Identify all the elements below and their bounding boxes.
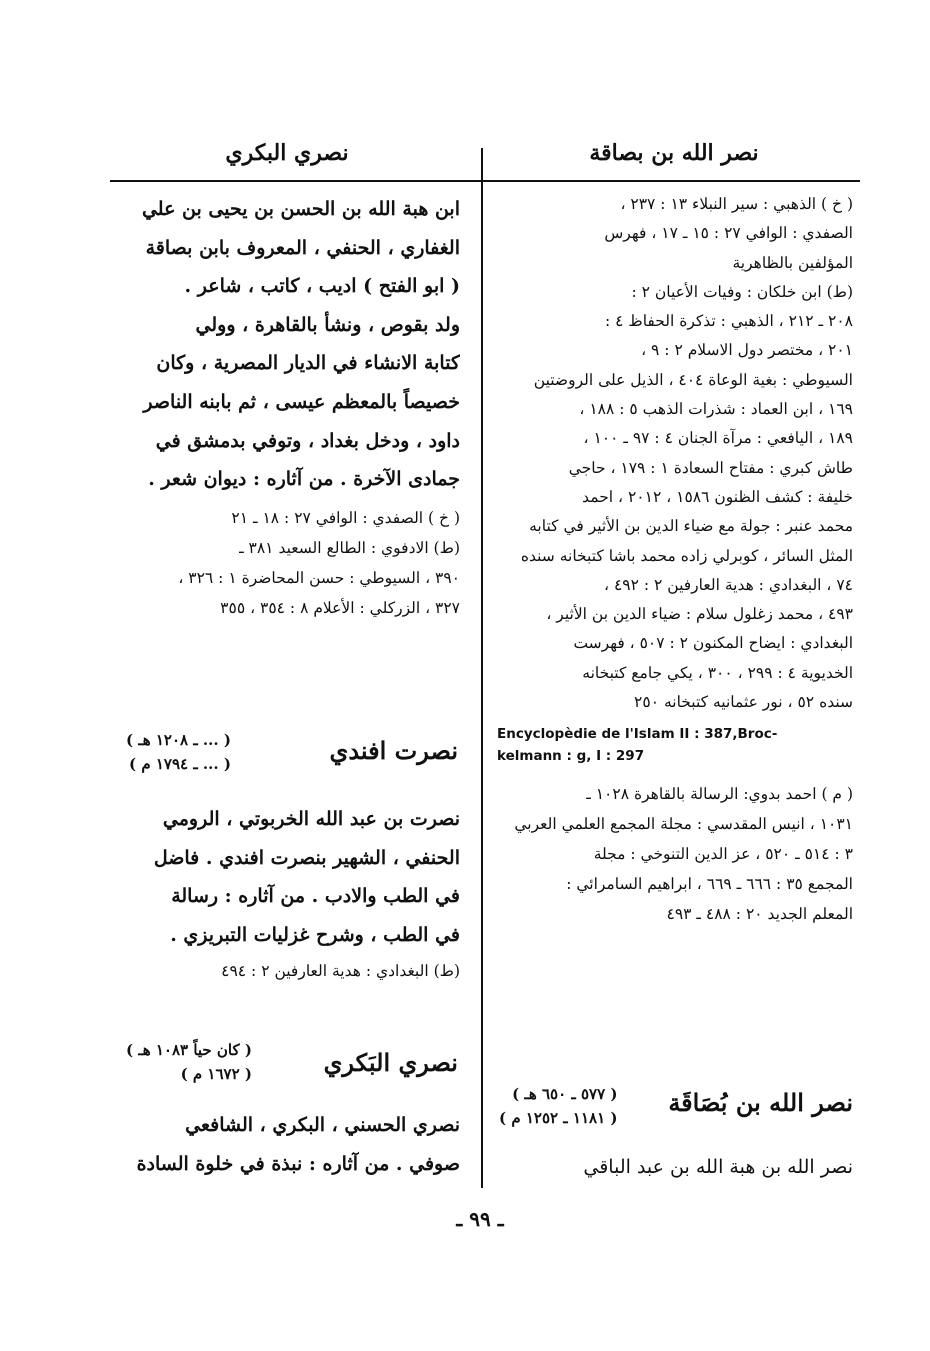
reference-line: ( خ ) الذهبي : سير النبلاء ١٣ : ٢٣٧ ، (620, 195, 853, 213)
entry-dates (126, 1038, 252, 1086)
reference-line: خليفة : كشف الظنون ١٥٨٦ ، ٢٠١٢ ، احمد (582, 487, 853, 506)
reference-line: المؤلفين بالظاهرية (732, 253, 853, 272)
running-header-left: نصري البكري (225, 140, 349, 166)
reference-line: ( خ ) الصفدي : الوافي ٢٧ : ١٨ ـ ٢١ (231, 508, 460, 527)
reference-line: الخديوية ٤ : ٢٩٩ ، ٣٠٠ ، يكي جامع كتبخانه (582, 663, 853, 682)
entry-first-line: نصر الله بن هبة الله بن عبد الباقي (583, 1156, 853, 1178)
entry-name: نصر الله بن بُصَاقَة (668, 1088, 853, 1117)
latin-reference-line: kelmann : g, I : 297 (497, 748, 645, 765)
date-gregorian: ( ١١٨١ ـ ١٢٥٢ م ) (499, 1109, 618, 1127)
entry-heading (116, 1038, 460, 1094)
reference-line: السيوطي : بغية الوعاة ٤٠٤ ، الذيل على الروضتين (533, 370, 853, 389)
entry-dates (499, 1082, 617, 1130)
reference-line: ١٠٣١ ، انيس المقدسي : مجلة المجمع العلمي العربي (514, 815, 853, 834)
entry-text (116, 1106, 460, 1183)
latin-reference (497, 723, 853, 767)
biography-line: نصرت بن عبد الله الخربوتي ، الرومي (162, 808, 460, 830)
reference-line: المجمع ٣٥ : ٦٦٦ ـ ٦٦٩ ، ابراهيم السامرائي : (566, 875, 853, 894)
date-gregorian: ( ١٦٧٢ م ) (180, 1065, 252, 1083)
entry-heading (497, 1082, 853, 1138)
reference-line: المعلم الجديد ٢٠ : ٤٨٨ ـ ٤٩٣ (666, 905, 853, 924)
reference-line: ( م ) احمد بدوي: الرسالة بالقاهرة ١٠٢٨ ـ (586, 785, 853, 804)
latin-reference-line: Encyclopèdie de l'Islam II : 387,Broc- (497, 726, 778, 743)
reference-line: ٤٩٣ ، محمد زغلول سلام : ضياء الدين بن الأثير ، (546, 605, 853, 624)
biography-line: صوفي . من آثاره : نبذة في خلوة السادة (136, 1152, 460, 1175)
biography-line: ولد بقوص ، ونشأ بالقاهرة ، وولي (195, 313, 460, 336)
entry-name: نصرت افندي (329, 736, 458, 765)
reference-line: (ط) الادفوي : الطالع السعيد ٣٨١ ـ (239, 538, 460, 557)
references-block (116, 503, 460, 623)
header-rule (110, 180, 860, 182)
reference-line: ٣٢٧ ، الزركلي : الأعلام ٨ : ٣٥٤ ، ٣٥٥ (220, 598, 460, 617)
reference-line: ٧٤ ، البغدادي : هدية العارفين ٢ : ٤٩٢ ، (604, 575, 853, 594)
entry-text (116, 800, 460, 986)
reference-line: (ط) البغدادي : هدية العارفين ٢ : ٤٩٤ (221, 962, 460, 981)
reference-line: ١٨٩ ، اليافعي : مرآة الجنان ٤ : ٩٧ ـ ١٠٠ ، (583, 429, 853, 448)
reference-line: المثل السائر ، كوبرلي زاده محمد باشا كتبخانه سنده (520, 546, 853, 565)
biography-line: كتابة الانشاء في الديار المصرية ، وكان (156, 352, 460, 375)
date-gregorian: ( ... ـ ١٧٩٤ م ) (129, 755, 231, 773)
entry-name: نصري البَكري (323, 1048, 458, 1077)
biography-line: الحنفي ، الشهير بنصرت افندي . فاضل (153, 846, 460, 869)
reference-line: ٣ : ٥١٤ ـ ٥٢٠ ، عز الدين التنوخي : مجلة (593, 845, 853, 864)
date-hijri: ( ... ـ ١٢٠٨ هـ ) (126, 731, 231, 749)
m-references-block (497, 779, 853, 929)
reference-line: ٢٠٨ ـ ٢١٢ ، الذهبي : تذكرة الحفاظ ٤ : (604, 312, 853, 331)
biography-line: داود ، ودخل بغداد ، وتوفي بدمشق في (155, 429, 460, 452)
biography-line: خصيصاً بالمعظم عيسى ، ثم بابنه الناصر (143, 390, 460, 413)
reference-line: محمد عنبر : جولة مع ضياء الدين بن الأثير في كتابه (529, 517, 853, 536)
reference-line: ٣٩٠ ، السيوطي : حسن المحاضرة ١ : ٣٢٦ ، (178, 568, 460, 587)
reference-line: ١٦٩ ، ابن العماد : شذرات الذهب ٥ : ١٨٨ ، (579, 400, 853, 419)
entry-heading (116, 728, 460, 784)
right-column (497, 190, 853, 929)
biography-line: في الطب ، وشرح غزليات التبريزي . (170, 923, 460, 946)
biography-line: الغفاري ، الحنفي ، المعروف بابن بصاقة (145, 236, 460, 259)
biography-line: جمادى الآخرة . من آثاره : ديوان شعر . (148, 468, 460, 491)
date-hijri: ( كان حياً ١٠٨٣ هـ ) (126, 1041, 252, 1059)
reference-line: (ط) ابن خلكان : وفيات الأعيان ٢ : (631, 282, 853, 301)
reference-line: البغدادي : ايضاح المكنون ٢ : ٥٠٧ ، فهرست (573, 634, 853, 653)
reference-line: الصفدي : الوافي ٢٧ : ١٥ ـ ١٧ ، فهرس (604, 224, 853, 243)
entry-text (497, 1148, 853, 1187)
biography-line: في الطب والادب . من آثاره : رسالة (171, 885, 460, 908)
reference-line: سنده ٥٢ ، نور عثمانيه كتبخانه ٢٥٠ (634, 693, 853, 712)
biography-line: ابن هبة الله بن الحسن بن يحيى بن علي (141, 198, 460, 220)
biography-block (116, 190, 460, 499)
references-block (497, 190, 853, 717)
running-header-right: نصر الله بن بصاقة (589, 140, 759, 166)
page-number: ـ ٩٩ ـ (456, 1207, 504, 1231)
entry-dates (126, 728, 231, 776)
reference-line: ٢٠١ ، مختصر دول الاسلام ٢ : ٩ ، (641, 341, 853, 360)
reference-line: طاش كبري : مفتاح السعادة ١ : ١٧٩ ، حاجي (568, 458, 853, 477)
date-hijri: ( ٥٧٧ ـ ٦٥٠ هـ ) (512, 1085, 618, 1103)
biography-line: ( ابو الفتح ) اديب ، كاتب ، شاعر . (184, 275, 460, 298)
left-column (116, 190, 460, 623)
biography-line: نصري الحسني ، البكري ، الشافعي (185, 1114, 460, 1136)
column-divider (481, 148, 483, 1188)
